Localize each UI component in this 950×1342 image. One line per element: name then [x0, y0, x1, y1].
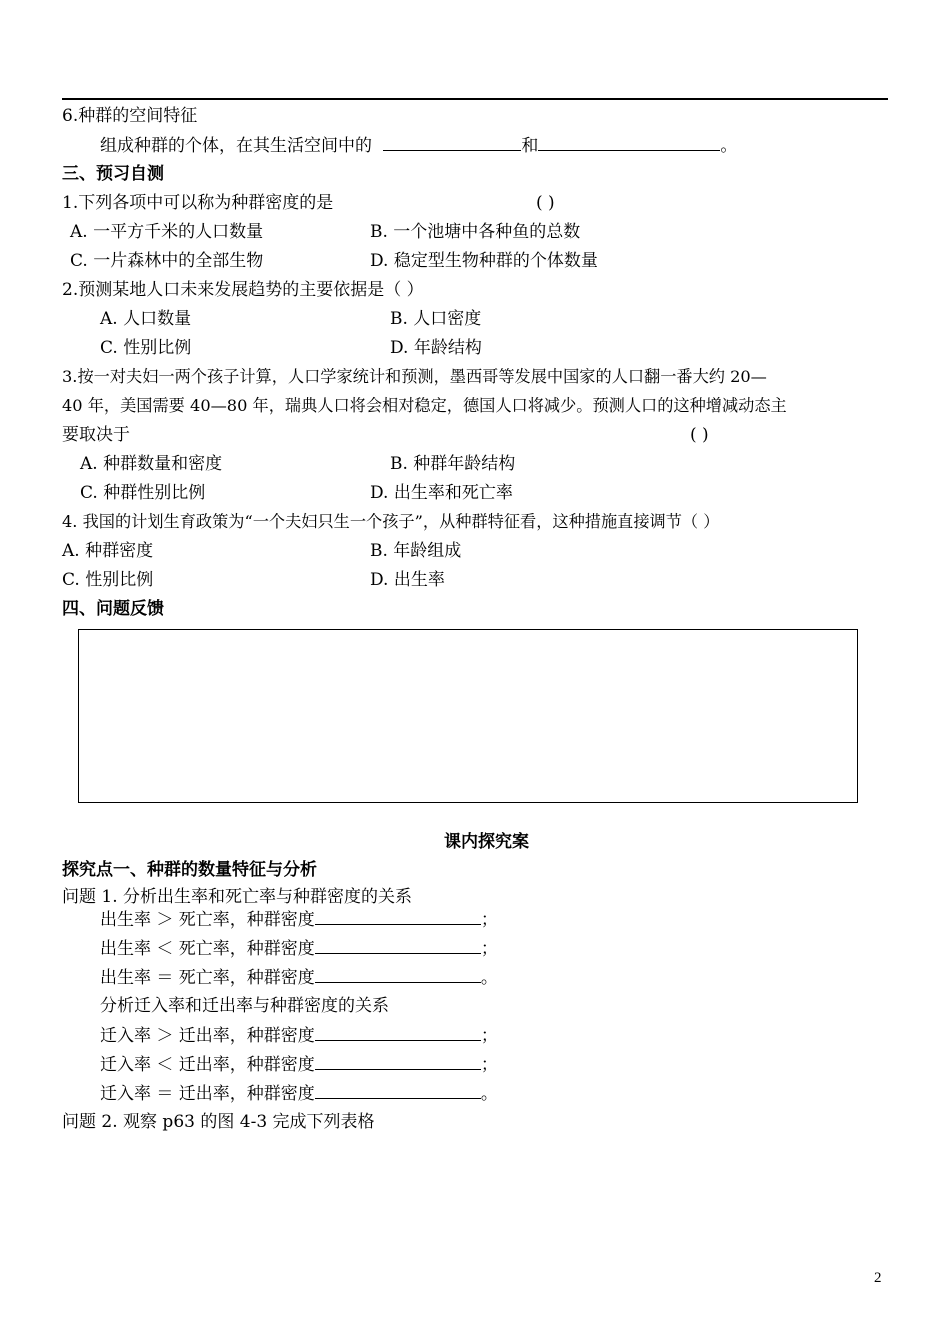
section6-line-prefix: 组成种群的个体，在其生活空间中的 — [100, 136, 372, 156]
birth-row-2-end: ； — [480, 939, 498, 959]
q2-option-a[interactable]: A. 人口数量 — [100, 309, 192, 329]
q2-option-c[interactable]: C. 性别比例 — [100, 338, 192, 358]
q3-line2: 40 年，美国需要 40—80 年，瑞典人口将会相对稳定，德国人口将减少。预测人口的这种增减动态主 — [62, 396, 787, 415]
birth-row-1-label: 出生率 ＞ 死亡率，种群密度 — [100, 910, 315, 930]
birth-row-3-label: 出生率 ＝ 死亡率，种群密度 — [100, 968, 315, 988]
section4-heading: 四、问题反馈 — [62, 599, 164, 619]
q1-answer-paren[interactable]: ( ) — [536, 193, 555, 213]
header-rule — [62, 98, 888, 100]
birth-blank-2[interactable] — [315, 937, 481, 954]
birth-row-2-label: 出生率 ＜ 死亡率，种群密度 — [100, 939, 315, 959]
migration-blank-3[interactable] — [315, 1082, 481, 1099]
q4-option-b[interactable]: B. 年龄组成 — [370, 541, 462, 561]
birth-row-2 — [100, 937, 498, 960]
birth-row-1-end: ； — [480, 910, 498, 930]
section6-line-mid: 和 — [521, 136, 539, 156]
q3-answer-paren[interactable]: ( ) — [690, 425, 709, 445]
migration-row-3-end: 。 — [480, 1084, 498, 1104]
inclass-title: 课内探究案 — [444, 832, 529, 852]
q2-option-d[interactable]: D. 年龄结构 — [390, 338, 482, 358]
migration-row-2-end: ； — [480, 1055, 498, 1075]
migration-blank-1[interactable] — [315, 1024, 481, 1041]
birth-row-1 — [100, 908, 498, 931]
q3-option-c[interactable]: C. 种群性别比例 — [80, 483, 206, 503]
q4-text: 4. 我国的计划生育政策为“一个夫妇只生一个孩子”，从种群特征看，这种措施直接调节（ ） — [62, 512, 720, 531]
q2-text: 2.预测某地人口未来发展趋势的主要依据是（ ） — [62, 280, 424, 300]
q3-line1: 3.按一对夫妇一两个孩子计算，人口学家统计和预测，墨西哥等发展中国家的人口翻一番大约 20— — [62, 367, 767, 386]
q1-option-a[interactable]: A. 一平方千米的人口数量 — [70, 222, 264, 242]
q3-line3: 要取决于 — [62, 425, 130, 445]
migration-row-1-end: ； — [480, 1026, 498, 1046]
migration-title: 分析迁入率和迁出率与种群密度的关系 — [100, 996, 389, 1016]
section6-line-end: 。 — [720, 136, 738, 156]
q3-option-d[interactable]: D. 出生率和死亡率 — [370, 483, 513, 503]
birth-blank-1[interactable] — [315, 908, 481, 925]
birth-blank-3[interactable] — [315, 966, 481, 983]
q3-option-b[interactable]: B. 种群年龄结构 — [390, 454, 516, 474]
inclass-problem2: 问题 2. 观察 p63 的图 4-3 完成下列表格 — [62, 1112, 375, 1132]
section6-title: 6.种群的空间特征 — [62, 106, 198, 126]
q3-option-a[interactable]: A. 种群数量和密度 — [80, 454, 223, 474]
q4-option-d[interactable]: D. 出生率 — [370, 570, 445, 590]
q4-option-a[interactable]: A. 种群密度 — [62, 541, 154, 561]
migration-row-1 — [100, 1024, 498, 1047]
migration-row-3-label: 迁入率 ＝ 迁出率，种群密度 — [100, 1084, 315, 1104]
birth-row-3 — [100, 966, 498, 989]
section6-fill-line — [100, 134, 737, 157]
birth-row-3-end: 。 — [480, 968, 498, 988]
migration-row-1-label: 迁入率 ＞ 迁出率，种群密度 — [100, 1026, 315, 1046]
migration-row-2-label: 迁入率 ＜ 迁出率，种群密度 — [100, 1055, 315, 1075]
q1-option-d[interactable]: D. 稳定型生物种群的个体数量 — [370, 251, 598, 271]
q1-option-b[interactable]: B. 一个池塘中各种鱼的总数 — [370, 222, 581, 242]
answer-blank-2[interactable] — [538, 134, 720, 151]
q1-text: 1.下列各项中可以称为种群密度的是 — [62, 193, 334, 213]
migration-blank-2[interactable] — [315, 1053, 481, 1070]
inclass-problem1: 问题 1. 分析出生率和死亡率与种群密度的关系 — [62, 887, 413, 907]
migration-row-3 — [100, 1082, 498, 1105]
page-number: 2 — [874, 1270, 882, 1286]
inclass-point1: 探究点一、种群的数量特征与分析 — [62, 860, 317, 880]
feedback-box[interactable] — [78, 629, 858, 803]
q2-option-b[interactable]: B. 人口密度 — [390, 309, 482, 329]
migration-row-2 — [100, 1053, 498, 1076]
answer-blank-1[interactable] — [383, 134, 521, 151]
q1-option-c[interactable]: C. 一片森林中的全部生物 — [70, 251, 264, 271]
q4-option-c[interactable]: C. 性别比例 — [62, 570, 154, 590]
section3-heading: 三、预习自测 — [62, 164, 164, 184]
